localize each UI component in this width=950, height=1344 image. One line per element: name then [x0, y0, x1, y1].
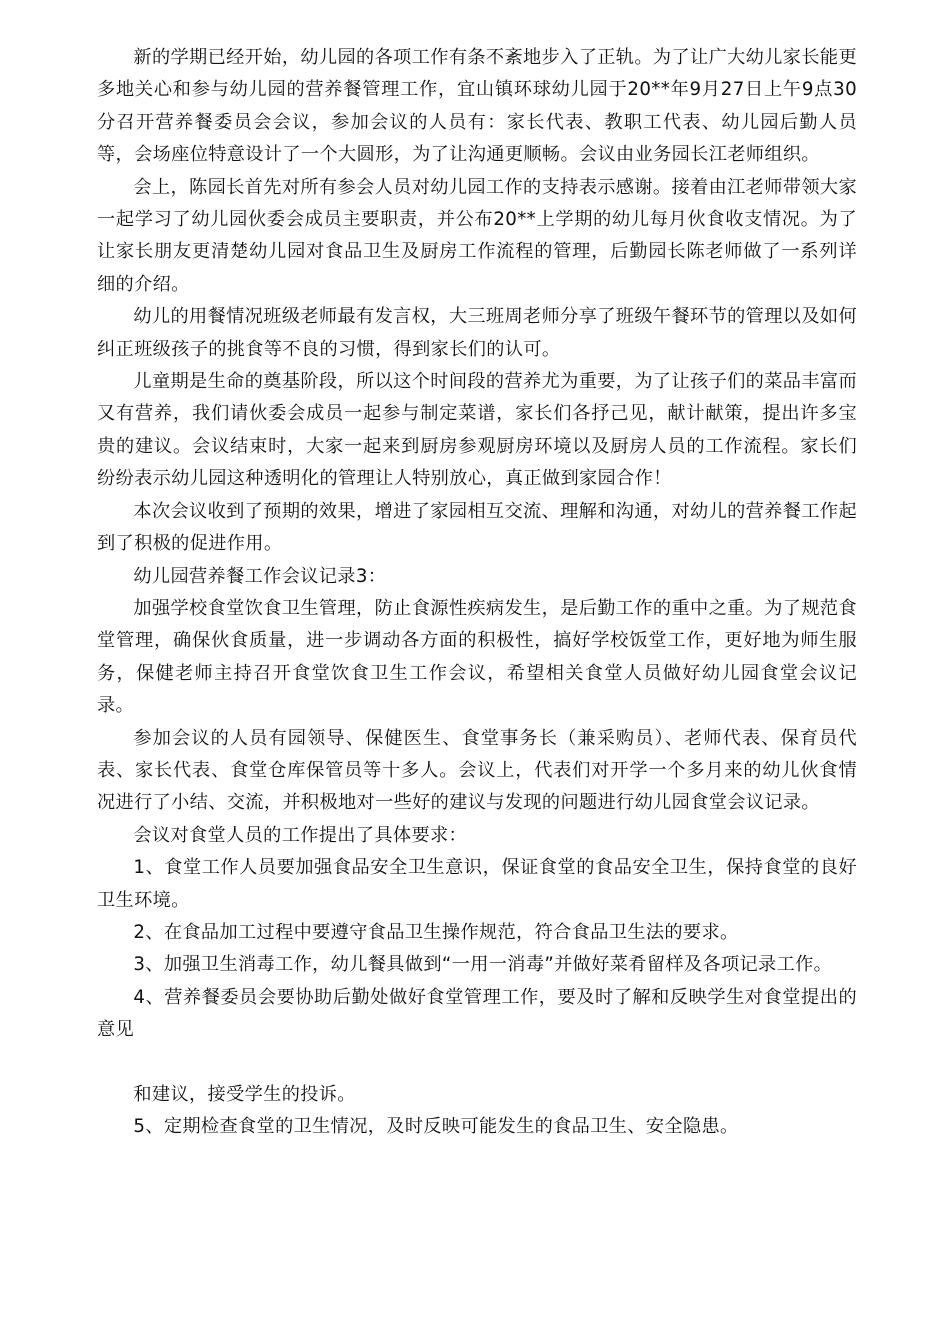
page-break-gap: [97, 1047, 857, 1079]
paragraph-meeting-intro: 新的学期已经开始，幼儿园的各项工作有条不紊地步入了正轨。为了让广大幼儿家长能更多地关心和参与幼儿园的营养餐管理工作，宜山镇环球幼儿园于20**年9月27日上午9点30分召开营养餐委员会会议，参加会议的人员有：家长代表、教职工代表、幼儿园后勤人员等，会场座位特意设计了一个大圆形，为了让沟通更顺畅。会议由业务园长江老师组织。: [97, 47, 857, 166]
paragraph-canteen-management: 加强学校食堂饮食卫生管理，防止食源性疾病发生，是后勤工作的重中之重。为了规范食堂管理，确保伙食质量，进一步调动各方面的积极性，搞好学校饭堂工作，更好地为师生服务，保健老师主持召开食堂饮食卫生工作会议，希望相关食堂人员做好幼儿园食堂会议记录。: [97, 597, 857, 717]
section-heading-record-3: 幼儿园营养餐工作会议记录3：: [133, 565, 387, 587]
list-item-requirement-1: 1、食堂工作人员要加强食品安全卫生意识，保证食堂的食品安全卫生，保持食堂的良好卫生环境。: [97, 857, 857, 911]
document-body: [97, 42, 857, 1143]
paragraph-requirements-intro: 会议对食堂人员的工作提出了具体要求：: [133, 824, 468, 846]
paragraph-class-sharing: 幼儿的用餐情况班级老师最有发言权，大三班周老师分享了班级午餐环节的管理以及如何纠正班级孩子的挑食等不良的习惯，得到家长们的认可。: [97, 306, 857, 360]
paragraph-attendees: 参加会议的人员有园领导、保健医生、食堂事务长（兼采购员）、老师代表、保育员代表、家长代表、食堂仓库保管员等十多人。会议上，代表们对开学一个多月来的幼儿伙食情况进行了小结、交流，并积极地对一些好的建议与发现的问题进行幼儿园食堂会议记录。: [97, 727, 857, 814]
list-item-requirement-4-continued: 和建议，接受学生的投诉。: [133, 1083, 356, 1105]
list-item-requirement-5: 5、定期检查食堂的卫生情况，及时反映可能发生的食品卫生、安全隐患。: [133, 1116, 739, 1137]
paragraph-nutrition-importance: 儿童期是生命的奠基阶段，所以这个时间段的营养尤为重要，为了让孩子们的菜品丰富而又有营养，我们请伙委会成员一起参与制定菜谱，家长们各抒己见，献计献策，提出许多宝贵的建议。会议结束时，大家一起来到厨房参观厨房环境以及厨房人员的工作流程。家长们纷纷表示幼儿园这种透明化的管理让人特别放心，真正做到家园合作！: [97, 371, 857, 490]
paragraph-meeting-content: 会上，陈园长首先对所有参会人员对幼儿园工作的支持表示感谢。接着由江老师带领大家一起学习了幼儿园伙委会成员主要职责，并公布20**上学期的幼儿每月伙食收支情况。为了让家长朋友更清楚幼儿园对食品卫生及厨房工作流程的管理，后勤园长陈老师做了一系列详细的介绍。: [97, 176, 857, 295]
paragraph-meeting-result: 本次会议收到了预期的效果，增进了家园相互交流、理解和沟通，对幼儿的营养餐工作起到了积极的促进作用。: [97, 500, 857, 555]
list-item-requirement-3: 3、加强卫生消毒工作，幼儿餐具做到“一用一消毒”并做好菜肴留样及各项记录工作。: [133, 954, 833, 976]
list-item-requirement-4: 4、营养餐委员会要协助后勤处做好食堂管理工作，要及时了解和反映学生对食堂提出的意见: [97, 986, 857, 1041]
list-item-requirement-2: 2、在食品加工过程中要遵守食品卫生操作规范，符合食品卫生法的要求。: [133, 921, 739, 943]
